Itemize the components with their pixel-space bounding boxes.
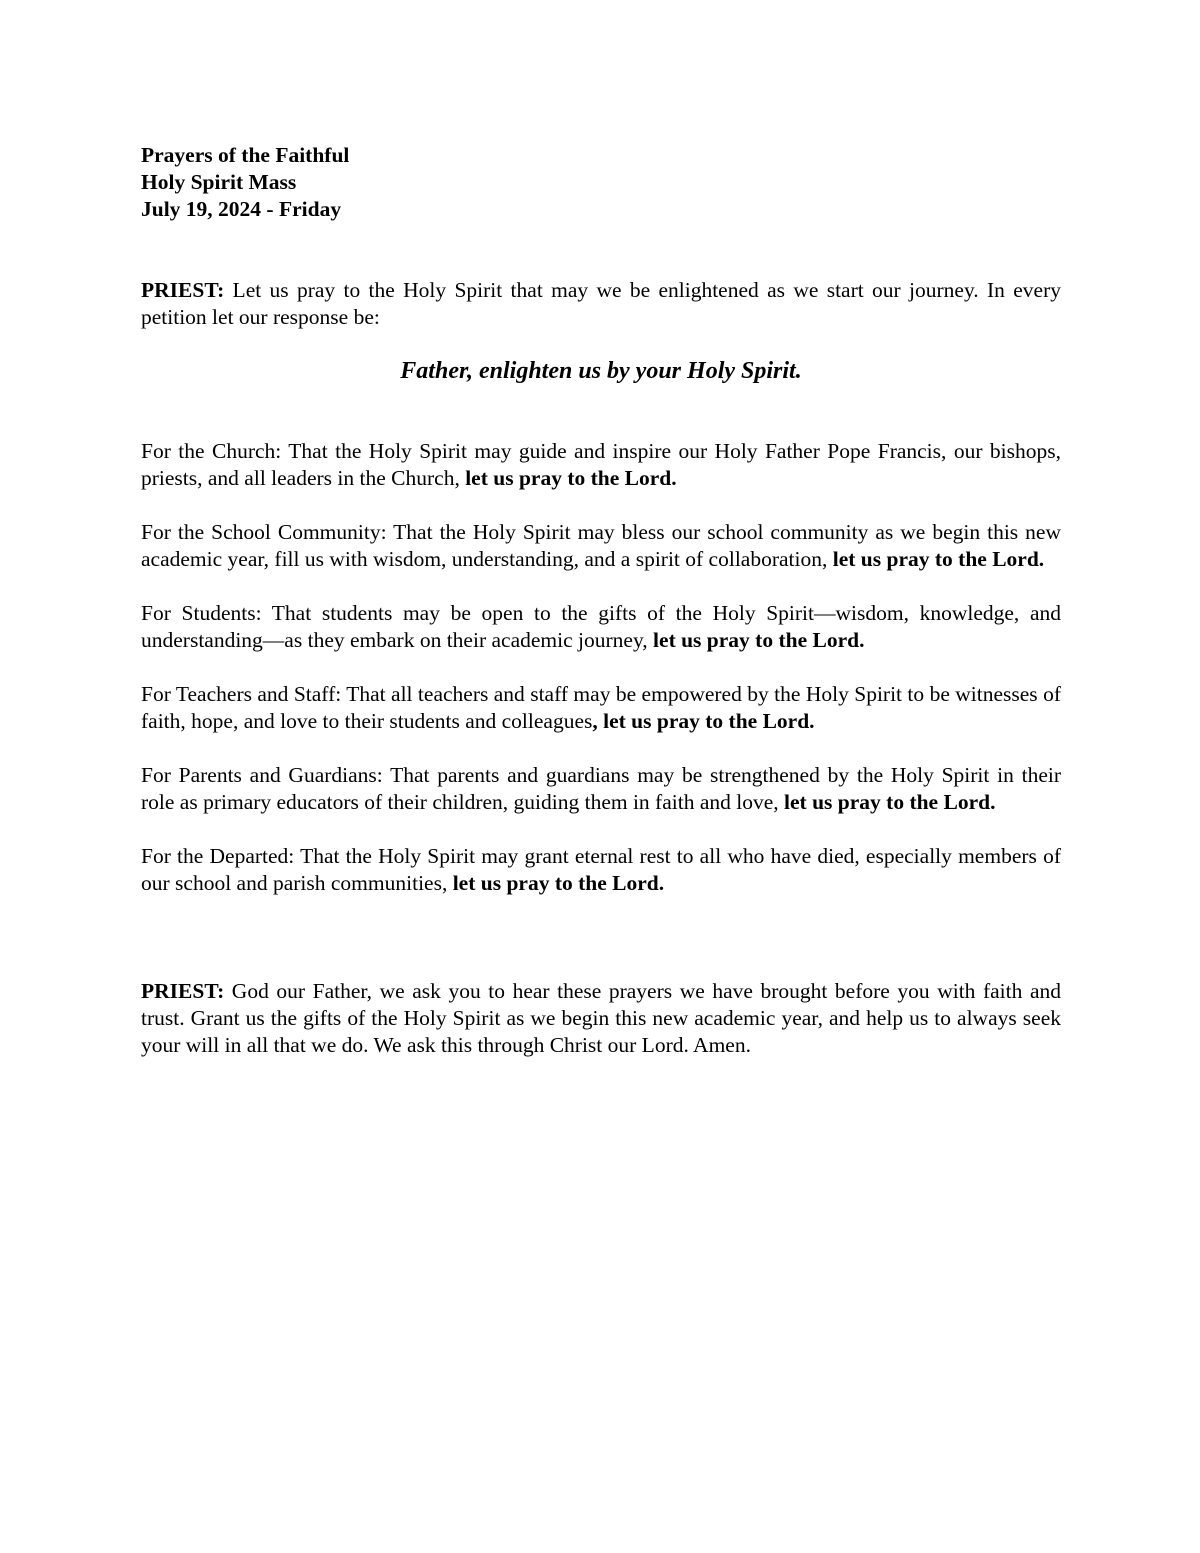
petition-school-community [141,519,1061,573]
petition-refrain: let us pray to the Lord. [465,466,677,490]
priest-closing-text: God our Father, we ask you to hear these prayers we have brought before you with faith and trust. Grant us the gifts of the Holy Spirit as we begin this new academic year, and help us to always seek your will in all that we do. We ask this through Christ our Lord. Amen. [141,979,1061,1057]
petition-refrain: let us pray to the Lord. [653,628,865,652]
document-heading [141,142,1061,223]
petition-refrain: , let us pray to the Lord. [592,709,815,733]
petition-text: For the School Community: That the Holy Spirit may bless our school community as we begin this new academic year, fill us with wisdom, understanding, and a spirit of collaboration, [141,520,1061,571]
petition-text: For Teachers and Staff: That all teachers and staff may be empowered by the Holy Spirit to be witnesses of faith, hope, and love to their students and colleagues [141,682,1061,733]
petition-students [141,600,1061,654]
petition-departed [141,843,1061,897]
petition-refrain: let us pray to the Lord. [452,871,665,895]
priest-intro-speaker: PRIEST: [141,278,225,302]
petition-refrain: let us pray to the Lord. [832,547,1045,571]
petition-text: For the Church: That the Holy Spirit may guide and inspire our Holy Father Pope Francis, our bishops, priests, and all leaders in the Church, [141,439,1061,490]
petition-text: For Students: That students may be open to the gifts of the Holy Spirit—wisdom, knowledge, and understanding—as they embark on their academic journey, [141,601,1061,652]
petition-church [141,438,1061,492]
priest-closing-speaker: PRIEST: [141,979,225,1003]
document-date: July 19, 2024 - Friday [141,197,342,221]
petition-refrain: let us pray to the Lord. [784,790,996,814]
petition-teachers-staff [141,681,1061,735]
document-page [141,142,1061,1059]
priest-intro-paragraph [141,277,1061,331]
priest-intro-text: Let us pray to the Holy Spirit that may we be enlightened as we start our journey. In every petition let our response be: [141,278,1061,329]
congregation-response: Father, enlighten us by your Holy Spirit. [400,358,802,384]
petition-text: For the Departed: That the Holy Spirit may grant eternal rest to all who have died, especially members of our school and parish communities, [141,844,1061,895]
priest-closing-paragraph [141,978,1061,1059]
petition-text: For Parents and Guardians: That parents and guardians may be strengthened by the Holy Spirit in their role as primary educators of their children, guiding them in faith and love, [141,763,1061,814]
petition-parents-guardians [141,762,1061,816]
petitions-list [141,438,1061,897]
document-title: Prayers of the Faithful [141,143,350,167]
document-subtitle: Holy Spirit Mass [141,170,297,194]
